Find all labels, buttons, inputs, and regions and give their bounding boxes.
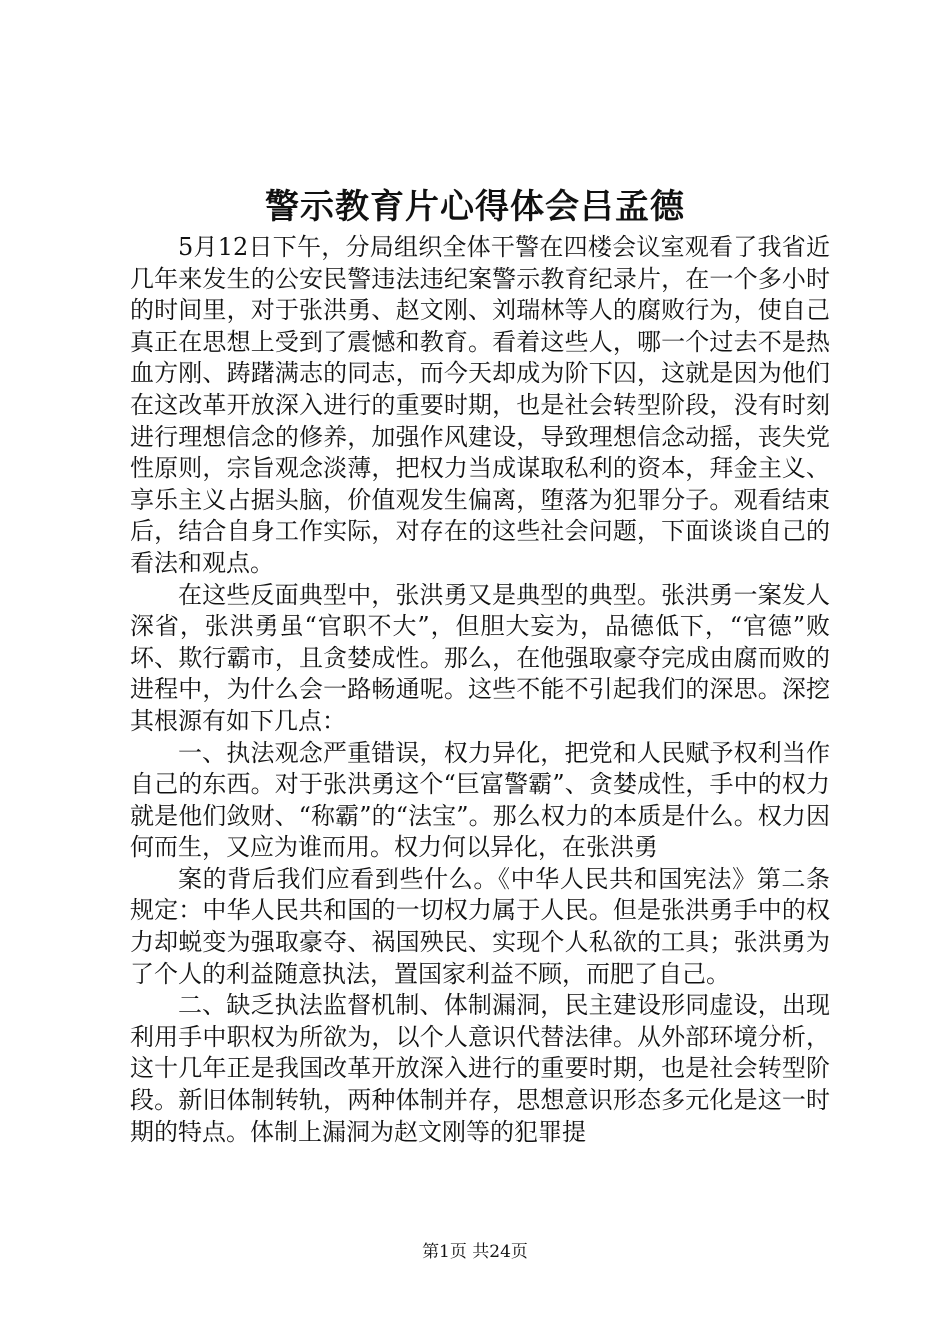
paragraph: 案的背后我们应看到些什么。《中华人民共和国宪法》第二条规定：中华人民共和国的一切权力属于人民。但是张洪勇手中的权力却蜕变为强取豪夺、祸国殃民、实现个人私欲的工具；张洪勇为了个人的利益随意执法，置国家利益不顾，而肥了自己。: [130, 864, 830, 988]
paragraph: 一、执法观念严重错误，权力异化，把党和人民赋予权利当作自己的东西。对于张洪勇这个“巨富警霸”、贪婪成性，手中的权力就是他们敛财、“称霸”的“法宝”。那么权力的本质是什么。权力因何而生，又应为谁而用。权力何以异化，在张洪勇: [130, 738, 830, 862]
document-body: [130, 232, 830, 1148]
page-footer: 第1页 共24页: [422, 1242, 528, 1262]
paragraph: 二、缺乏执法监督机制、体制漏洞，民主建设形同虚设，出现利用手中职权为所欲为，以个人意识代替法律。从外部环境分析，这十几年正是我国改革开放深入进行的重要时期，也是社会转型阶段。新旧体制转轨，两种体制并存，思想意识形态多元化是这一时期的特点。体制上漏洞为赵文刚等的犯罪提: [130, 991, 830, 1146]
document-title: 警示教育片心得体会吕孟德: [265, 187, 685, 227]
paragraph: 5月12日下午，分局组织全体干警在四楼会议室观看了我省近几年来发生的公安民警违法违纪案警示教育纪录片，在一个多小时的时间里，对于张洪勇、赵文刚、刘瑞林等人的腐败行为，使自己真正在思想上受到了震憾和教育。看着这些人，哪一个过去不是热血方刚、踌躇满志的同志，而今天却成为阶下囚，这就是因为他们在这改革开放深入进行的重要时期，也是社会转型阶段，没有时刻进行理想信念的修养，加强作风建设，导致理想信念动摇，丧失党性原则，宗旨观念淡薄，把权力当成谋取私利的资本，拜金主义、享乐主义占据头脑，价值观发生偏离，堕落为犯罪分子。观看结束后，结合自身工作实际，对存在的这些社会问题，下面谈谈自己的看法和观点。: [130, 233, 830, 577]
paragraph: 在这些反面典型中，张洪勇又是典型的典型。张洪勇一案发人深省，张洪勇虽“官职不大”，但胆大妄为，品德低下，“官德”败坏、欺行霸市，且贪婪成性。那么，在他强取豪夺完成由腐而败的进程中，为什么会一路畅通呢。这些不能不引起我们的深思。深挖其根源有如下几点：: [130, 580, 830, 735]
